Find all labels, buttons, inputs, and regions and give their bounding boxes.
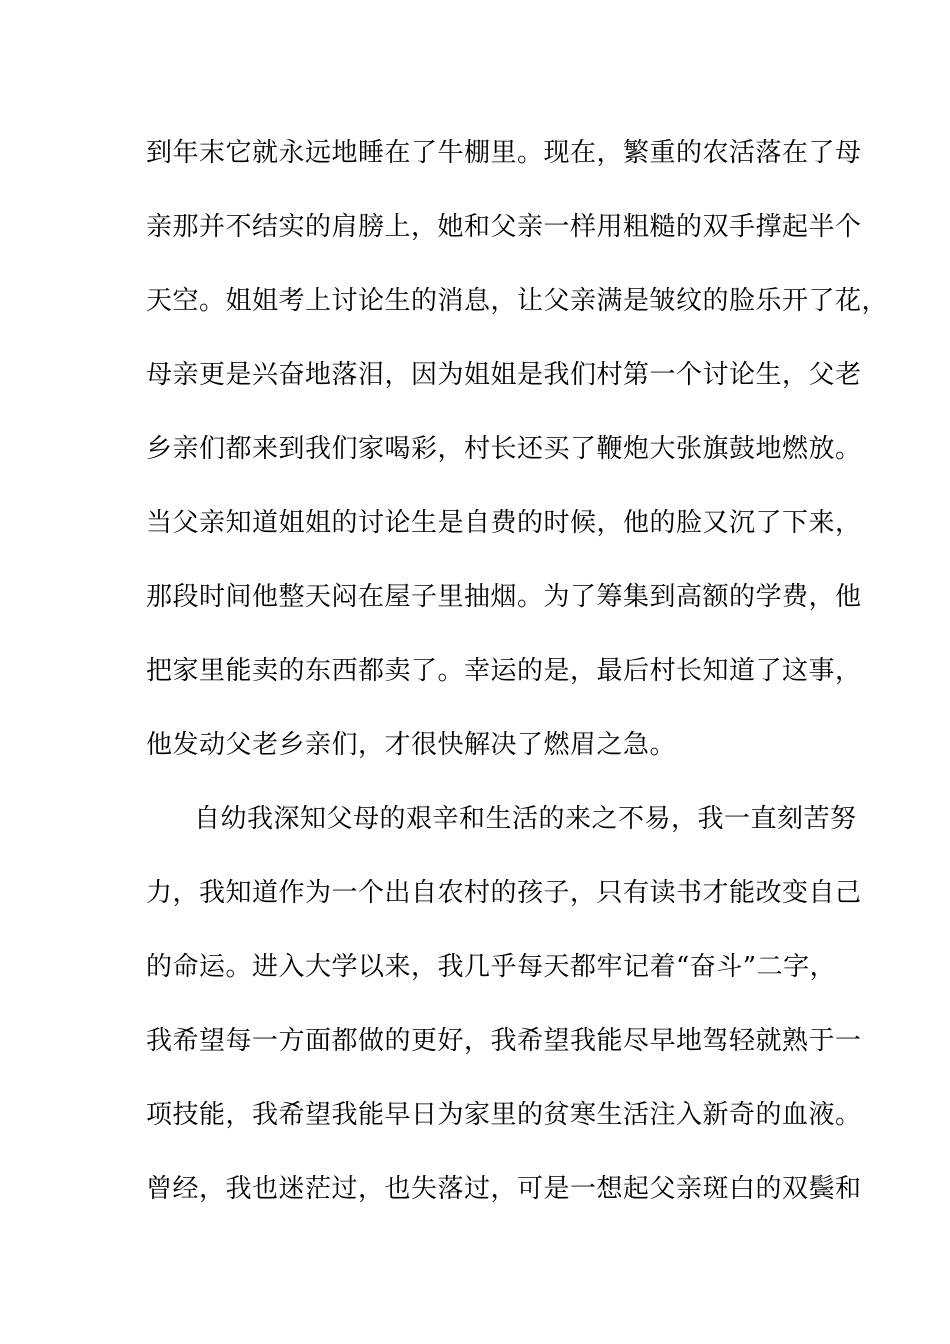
- text-line: 当父亲知道姐姐的讨论生是自费的时候，他的脸又沉了下来，: [146, 508, 862, 538]
- text-line: 母亲更是兴奋地落泪，因为姐姐是我们村第一个讨论生，父老: [146, 360, 862, 390]
- text-line: 天空。姐姐考上讨论生的消息，让父亲满是皱纹的脸乐开了花，: [146, 286, 889, 316]
- text-line: 亲那并不结实的肩膀上，她和父亲一样用粗糙的双手撑起半个: [146, 212, 862, 242]
- text-line: 那段时间他整天闷在屋子里抽烟。为了筹集到高额的学费，他: [146, 582, 862, 612]
- body-text: [146, 131, 889, 1241]
- text-line: 的命运。进入大学以来，我几乎每天都牢记着“奋斗”二字，: [146, 952, 837, 982]
- text-line: 力，我知道作为一个出自农村的孩子，只有读书才能改变自己: [146, 878, 862, 908]
- text-line: 曾经，我也迷茫过，也失落过，可是一想起父亲斑白的双鬓和: [146, 1174, 862, 1204]
- text-line: 他发动父老乡亲们，才很快解决了燃眉之急。: [146, 730, 677, 760]
- paragraph-first-line: 自幼我深知父母的艰辛和生活的来之不易，我一直刻苦努: [194, 804, 857, 834]
- text-line: 乡亲们都来到我们家喝彩，村长还买了鞭炮大张旗鼓地燃放。: [146, 434, 862, 464]
- text-line: 到年末它就永远地睡在了牛棚里。现在，繁重的农活落在了母: [146, 138, 862, 168]
- text-line: 把家里能卖的东西都卖了。幸运的是，最后村长知道了这事，: [146, 656, 862, 686]
- text-line: 项技能，我希望我能早日为家里的贫寒生活注入新奇的血液。: [146, 1100, 862, 1130]
- text-line: 我希望每一方面都做的更好，我希望我能尽早地驾轻就熟于一: [146, 1026, 862, 1056]
